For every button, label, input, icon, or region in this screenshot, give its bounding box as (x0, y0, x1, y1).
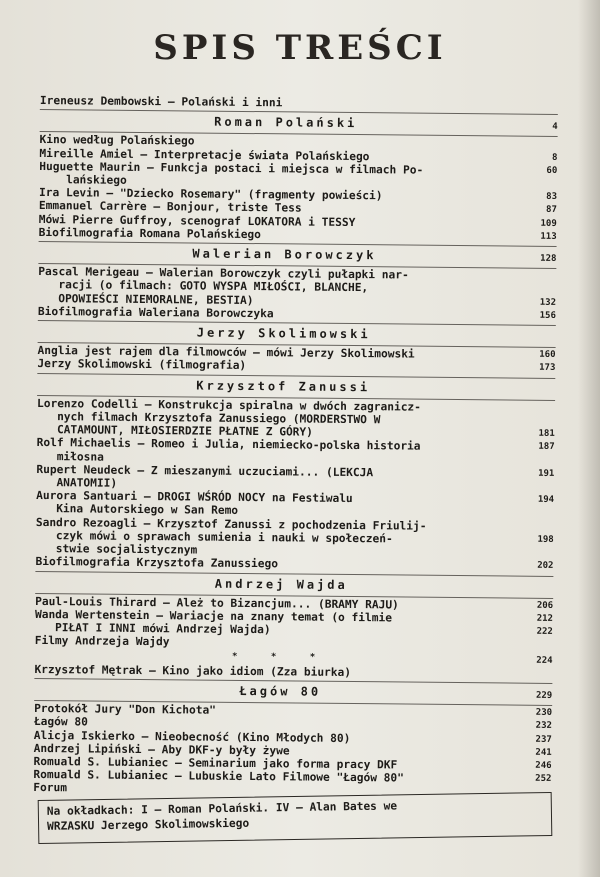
toc-entry-text: Sandro Rezoagli — Krzysztof Zanussi z pochodzenia Friulij- (35, 515, 427, 533)
cover-note-line-1: Na okładkach: I — Roman Polański. IV — Alan Bates we (46, 799, 398, 818)
toc-entry-text: * * * (232, 651, 330, 663)
toc-page-number: 246 (535, 760, 552, 771)
toc-page-number: 198 (537, 534, 554, 545)
toc-entry-text: Alicja Iskierko — Nieobecność (Kino Młodych 80) (33, 728, 351, 745)
toc-page-number: 156 (539, 310, 556, 321)
toc-entry-text: Protokół Jury "Don Kichota" (34, 702, 217, 717)
toc-entry-text: Lorenzo Codelli — Konstrukcja spiralna w dwóch zagranicz- (36, 396, 421, 414)
toc-entry-text: racji (o filmach: GOTO WYSPA MIŁOŚCI, BLANCHE, (38, 278, 369, 295)
section-heading (38, 243, 556, 266)
toc-entry-text: Walerian Borowczyk (192, 246, 377, 263)
toc-entry-text: Mireille Amiel — Interpretacje świata Polańskiego (39, 146, 370, 163)
cover-note-line-2: WRZASKU Jerzego Skolimowskiego (46, 816, 250, 833)
toc-entry-text: PIŁAT I INNI mówi Andrzej Wajda) (34, 621, 271, 637)
toc-entry-text: Romuald S. Lubianiec — Lubuskie Lato Filmowe "Łagów 80" (33, 768, 404, 785)
toc-page-number: 232 (535, 721, 553, 732)
toc-entry-text: Rolf Michaelis — Romeo i Julia, niemiecko-polska historia (36, 436, 421, 454)
toc-page-number: 173 (539, 363, 556, 374)
toc-entry-text: Jerzy Skolimowski (196, 325, 371, 342)
toc-page-number: 241 (535, 747, 552, 758)
section-heading (40, 111, 558, 134)
toc-entry-text: miłosna (36, 449, 104, 464)
toc-entry-text: Pascal Merigeau — Walerian Borowczyk czyli pułapki nar- (38, 265, 409, 282)
toc-entry-text: Biofilmografia Waleriana Borowczyka (37, 304, 274, 321)
toc-entry-text: Rupert Neudeck — Z mieszanymi uczuciami... (LEKCJA (36, 462, 374, 480)
toc-entry-text: Kino według Polańskiego (39, 133, 195, 148)
toc-entry-text: OPOWIEŚCI NIEMORALNE, BESTIA) (37, 291, 254, 307)
toc-entry-text: Biofilmografia Krzysztofa Zanussiego (35, 555, 279, 571)
toc-entry-text: Emmanuel Carrère — Bonjour, triste Tess (38, 199, 302, 215)
toc-entry-text: Mówi Pierre Guffroy, scenograf LOKATORA i TESSY (38, 212, 356, 229)
toc-entry-text: Kina Autorskiego w San Remo (35, 502, 239, 518)
toc-page-number: 132 (539, 297, 557, 308)
toc-entry-text: Łagów 80 (33, 715, 88, 729)
toc-page-number: 222 (536, 626, 553, 638)
toc-page-number: 60 (546, 165, 558, 176)
page-title: SPIS TREŚCI (153, 28, 447, 68)
toc-page-number: 229 (535, 690, 553, 701)
toc-entry-text: Ireneusz Dembowski — Polański i inni (39, 94, 283, 110)
toc-page-number: 160 (539, 350, 556, 361)
toc-page-number: 202 (537, 561, 554, 572)
toc-entry-text: Aurora Santuari — DROGI WŚRÓD NOCY na Festiwalu (36, 489, 353, 506)
toc-entry-text: Filmy Andrzeja Wajdy (34, 634, 170, 649)
toc-page-number: 230 (535, 707, 553, 719)
toc-entry-text: Krzysztof Mętrak — Kino jako idiom (Zza biurka) (34, 662, 352, 679)
toc-entry-text: Paul-Louis Thirard — Ależ to Bizancjum... (BRAMY RAJU) (35, 594, 399, 612)
toc-page-number: 187 (538, 442, 555, 453)
toc-page-number: 212 (536, 613, 554, 624)
toc-entry-text: Roman Polański (214, 114, 358, 131)
toc-entry-text: Huguette Maurin — Funkcja postaci i miejsca w filmach Po- (39, 159, 424, 177)
toc-entry-text: lańskiego (39, 173, 127, 187)
toc-entry-text: Jerzy Skolimowski (filmografia) (37, 357, 247, 373)
toc-entry-text: Andrzej Wajda (214, 576, 348, 592)
toc-page-number: 194 (537, 495, 555, 506)
toc-page-number: 87 (546, 205, 557, 216)
toc-page-number: 128 (540, 253, 557, 264)
section-heading (37, 375, 555, 398)
toc-page-number: 237 (535, 734, 552, 745)
toc-entry-text: stwie socjalistycznym (35, 542, 198, 557)
toc-entry-text: Romuald S. Lubianiec — Seminarium jako forma pracy DKF (33, 754, 398, 772)
toc-entry-text: Andrzej Lipiński — Aby DKF-y były żywe (33, 741, 290, 758)
toc-entry-text: Krzysztof Zanussi (196, 378, 371, 394)
toc-entry-text: Łagów 80 (239, 683, 322, 699)
toc-entry-text: Anglia jest rajem dla filmowców — mówi Jerzy Skolimowski (37, 344, 415, 361)
toc-page-number: 224 (536, 655, 553, 666)
toc-entry-text: Ira Levin — "Dziecko Rosemary" (fragmenty powieści) (38, 186, 383, 203)
toc-page-number: 4 (552, 122, 558, 133)
toc-page-number: 191 (538, 468, 555, 479)
toc-entry-text: Forum (33, 781, 68, 795)
table-of-contents (33, 94, 558, 799)
section-heading (34, 680, 552, 703)
toc-entry-text: nych filmach Krzysztofa Zanussiego (MORDERSTWO W (36, 410, 381, 427)
toc-entry-text: Biofilmografia Romana Polańskiego (38, 225, 262, 241)
toc-entry-text: ANATOMII) (36, 476, 118, 490)
toc-page-number: 252 (535, 773, 552, 785)
section-heading (38, 322, 556, 345)
toc-page-number: 8 (551, 152, 558, 163)
section-heading (35, 572, 553, 595)
toc-page-number: 206 (536, 600, 554, 611)
toc-entry-text: czyk mówi o sprawach sumienia i nauki w społeczeń- (35, 528, 393, 546)
toc-entry-text: Wanda Wertenstein — Wariacje na znany temat (o filmie (34, 607, 393, 625)
toc-page-number: 181 (538, 429, 555, 440)
cover-note-box (38, 792, 553, 844)
toc-page-number: 83 (546, 192, 558, 203)
page-edge-shadow (578, 0, 600, 877)
toc-entry-text: CATAMOUNT, MIŁOSIERDZIE PŁATNE Z GÓRY) (36, 423, 313, 439)
toc-page-number: 109 (540, 218, 557, 229)
toc-page-number: 113 (540, 231, 557, 242)
